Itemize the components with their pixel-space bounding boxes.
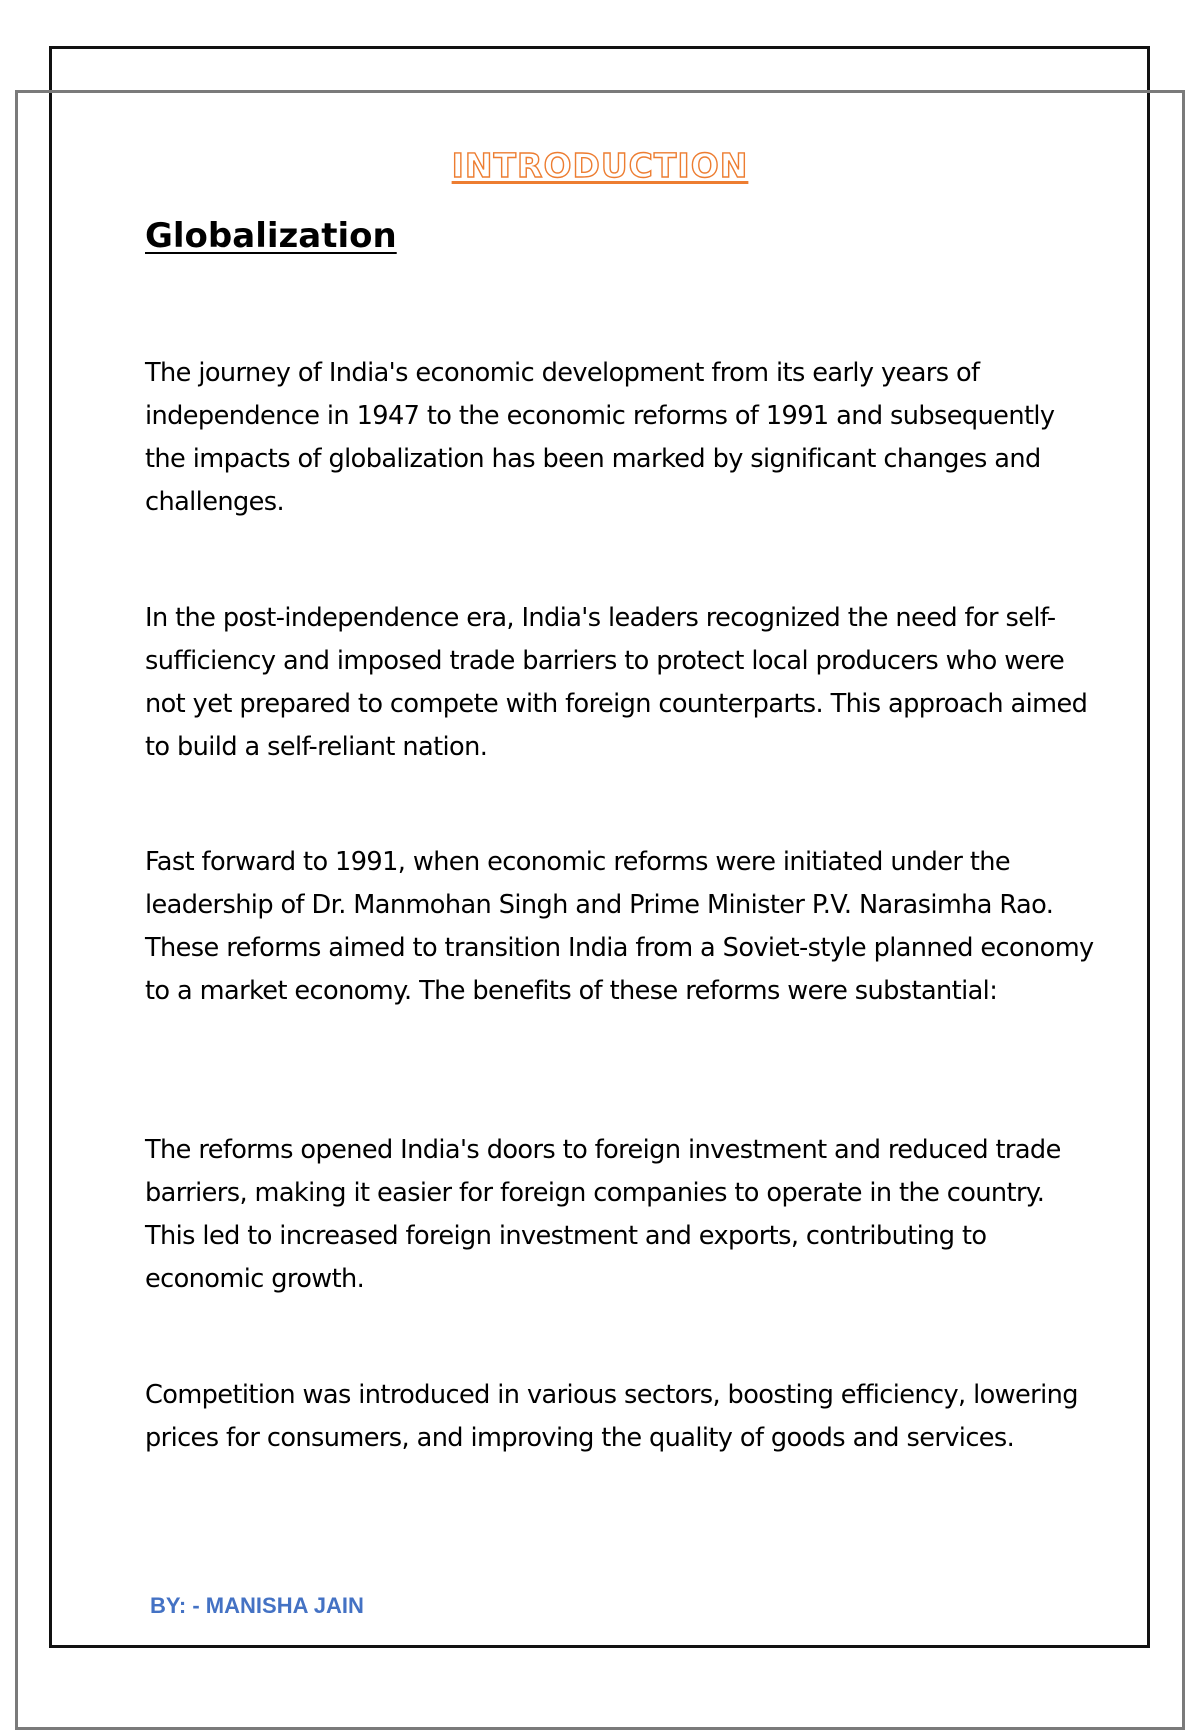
paragraph-3: [145, 841, 1095, 1013]
paragraph-1: [145, 352, 1095, 524]
paragraph-text: Competition was introduced in various sectors, boosting efficiency, lowering prices for consumers, and improving the quality of goods and services.: [145, 1380, 1078, 1453]
paragraph-text: Fast forward to 1991, when economic reforms were initiated under the leadership of Dr. Manmohan Singh and Prime Minister P.V. Narasimha Rao. These reforms aimed to transition India from a Soviet-style planned economy to a market economy. The benefits of these reforms were substantial:: [145, 847, 1094, 1006]
page-title: INTRODUCTION: [451, 146, 749, 185]
paragraph-2: [145, 597, 1095, 769]
paragraph-5: [145, 1374, 1095, 1460]
author-byline: BY: - MANISHA JAIN: [150, 1593, 364, 1618]
section-heading: Globalization: [145, 216, 397, 256]
paragraph-text: The journey of India's economic development from its early years of independence in 1947 to the economic reforms of 1991 and subsequently the impacts of globalization has been marked by significant changes and challenges.: [145, 358, 1055, 517]
paragraph-4: [145, 1129, 1095, 1301]
paragraph-text: In the post-independence era, India's leaders recognized the need for self-sufficiency and imposed trade barriers to protect local producers who were not yet prepared to compete with foreign counterparts. This approach aimed to build a self-reliant nation.: [145, 603, 1088, 762]
paragraph-text: The reforms opened India's doors to foreign investment and reduced trade barriers, making it easier for foreign companies to operate in the country. This led to increased foreign investment and exports, contributing to economic growth.: [145, 1135, 1061, 1294]
